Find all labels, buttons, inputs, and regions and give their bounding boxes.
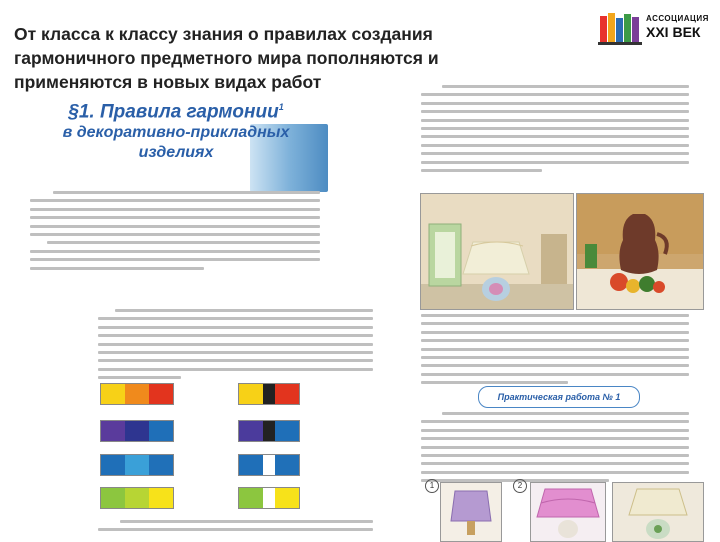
- swatch-row-warm-contrast: [238, 383, 300, 405]
- section-title: §1. Правила гармонии: [68, 101, 279, 123]
- interior-photo-jug: [576, 193, 704, 310]
- practical-work-label: Практическая работа № 1: [478, 386, 640, 408]
- left-colors-paragraph: [98, 309, 373, 385]
- figure-number-1: 1: [425, 479, 439, 493]
- section-superscript: 1: [278, 102, 284, 112]
- section-heading: [36, 96, 316, 163]
- swatch-row-blue: [100, 454, 174, 476]
- swatch-row-green-contrast: [238, 487, 300, 509]
- interior-photo-lamp: [420, 193, 574, 310]
- swatch-row-blue-contrast: [238, 454, 300, 476]
- swatch-row-violet-contrast: [238, 420, 300, 442]
- figure-number-2: 2: [513, 479, 527, 493]
- lamp-photo-1: [440, 482, 502, 542]
- left-bottom-paragraph: [98, 520, 373, 537]
- logo-line1: АССОЦИАЦИЯ: [646, 14, 709, 23]
- swatch-row-warm: [100, 383, 174, 405]
- lamp-photo-3: [612, 482, 704, 542]
- left-intro-paragraph: [30, 191, 320, 275]
- slide-title: От класса к классу знания о правилах создания гармоничного предметного мира пополняются и применяются в новых видах работ: [14, 24, 439, 92]
- right-practical-paragraph: [421, 412, 689, 488]
- right-top-paragraph: [421, 85, 689, 177]
- right-middle-paragraph: [421, 314, 689, 390]
- books-icon: [598, 10, 644, 46]
- section-subtitle-1: в декоративно-прикладных: [62, 124, 290, 142]
- swatch-row-violet: [100, 420, 174, 442]
- section-subtitle-2: изделиях: [138, 144, 214, 162]
- lamp-photo-2: [530, 482, 606, 542]
- association-logo: [598, 10, 710, 46]
- logo-line2: XXI ВЕК: [646, 24, 701, 40]
- swatch-row-green: [100, 487, 174, 509]
